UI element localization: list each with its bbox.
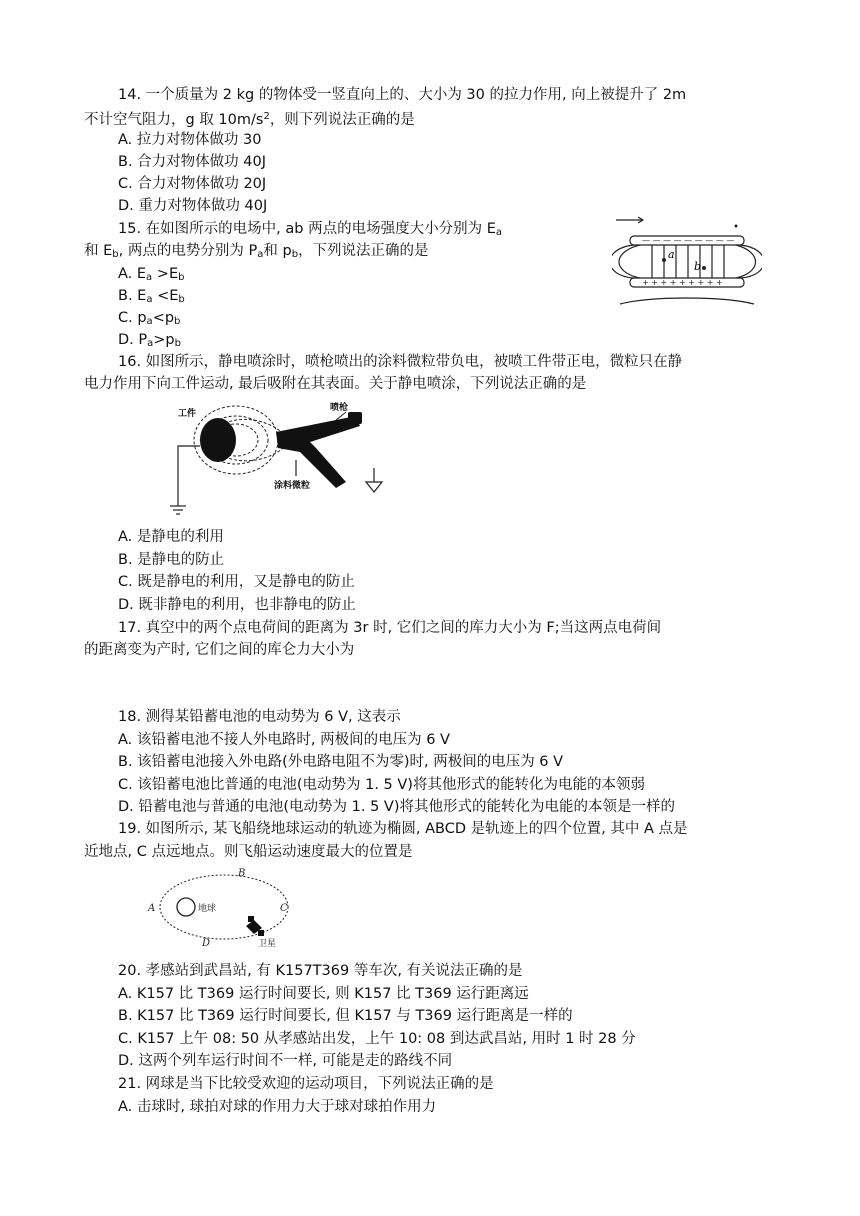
q15-stem-part: 和 p bbox=[263, 243, 292, 259]
option-sub: b bbox=[174, 316, 181, 327]
q15-stem-part: , 两点的电势分别为 P bbox=[118, 243, 258, 259]
option-sub: a bbox=[146, 316, 153, 327]
option-sub: a bbox=[146, 294, 153, 305]
svg-text:+ + + + + + + + +: + + + + + + + + + bbox=[642, 278, 723, 287]
q16-stem-line2: 电力作用下向工件运动, 最后吸附在其表面。关于静电喷涂，下列说法正确的是 bbox=[84, 376, 587, 392]
point-d-label: D bbox=[202, 938, 211, 949]
q14-option-c: C. 合力对物体做功 20J bbox=[118, 176, 267, 192]
satellite-label: 卫星 bbox=[258, 939, 277, 949]
q18-option-a: A. 该铅蓄电池不接人外电路时, 两极间的电压为 6 V bbox=[118, 732, 450, 748]
point-b-label: b bbox=[694, 260, 702, 273]
q17-stem-line1: 17. 真空中的两个点电荷间的距离为 3r 时, 它们之间的库力大小为 F;当这两点电荷间 bbox=[118, 620, 662, 636]
q20-option-d: D. 这两个列车运行时间不一样, 可能是走的路线不同 bbox=[118, 1053, 453, 1069]
paint-particles-label: 涂料微粒 bbox=[274, 481, 311, 491]
option-sub: b bbox=[178, 272, 185, 283]
electric-field-figure bbox=[612, 212, 762, 308]
q15-subscript: b bbox=[112, 249, 119, 260]
q18-option-c: C. 该铅蓄电池比普通的电池(电动势为 1. 5 V)将其他形式的能转化为电能的本领弱 bbox=[118, 777, 645, 793]
option-text: B. E bbox=[118, 288, 147, 304]
q16-stem-line1: 16. 如图所示，静电喷涂时，喷枪喷出的涂料微粒带负电，被喷工件带正电，微粒只在静 bbox=[118, 354, 683, 370]
option-sub: b bbox=[178, 294, 185, 305]
q14-exponent: 2 bbox=[263, 111, 270, 122]
q16-option-b: B. 是静电的防止 bbox=[118, 552, 225, 568]
q14-option-a: A. 拉力对物体做功 30 bbox=[118, 132, 262, 148]
q15-subscript: a bbox=[257, 249, 264, 260]
q15-subscript: b bbox=[291, 249, 299, 260]
option-text: >E bbox=[152, 266, 179, 282]
point-a-label: A bbox=[148, 903, 156, 914]
option-sub: b bbox=[174, 338, 181, 349]
q14-stem-part: ，则下列说法正确的是 bbox=[269, 112, 415, 128]
option-text: A. E bbox=[118, 266, 147, 282]
q15-stem-part: 15. 在如图所示的电场中, ab 两点的电场强度大小分别为 E bbox=[118, 221, 496, 237]
q18-stem-line1: 18. 测得某铅蓄电池的电动势为 6 V, 这表示 bbox=[118, 709, 401, 725]
q15-stem-part: 和 E bbox=[84, 243, 113, 259]
q14-option-d: D. 重力对物体做功 40J bbox=[118, 198, 268, 214]
workpiece-label: 工件 bbox=[178, 409, 197, 419]
point-c-label: C bbox=[280, 903, 288, 914]
q14-stem-line2 bbox=[84, 106, 415, 131]
q15-subscript: a bbox=[495, 227, 502, 238]
q14-option-b: B. 合力对物体做功 40J bbox=[118, 154, 267, 170]
q15-stem-part: ，下列说法正确的是 bbox=[298, 243, 429, 259]
option-text: <p bbox=[152, 310, 175, 326]
option-sub: a bbox=[146, 272, 153, 283]
option-text: <E bbox=[152, 288, 179, 304]
q20-stem-line1: 20. 孝感站到武昌站, 有 K157T369 等车次, 有关说法正确的是 bbox=[118, 963, 523, 979]
electrostatic-spray-figure bbox=[160, 398, 400, 522]
option-text: C. p bbox=[118, 310, 147, 326]
satellite-icon bbox=[246, 916, 264, 936]
earth-icon bbox=[177, 898, 195, 916]
q16-option-c: C. 既是静电的利用，又是静电的防止 bbox=[118, 574, 355, 590]
q16-option-d: D. 既非静电的利用，也非静电的防止 bbox=[118, 597, 356, 613]
q19-stem-line1: 19. 如图所示, 某飞船绕地球运动的轨迹为椭圆, ABCD 是轨迹上的四个位置, 其中 A 点是 bbox=[118, 821, 688, 837]
earth-label: 地球 bbox=[198, 904, 217, 914]
q20-option-c: C. K157 上午 08: 50 从孝感站出发，上午 10: 08 到达武昌站, 用时 1 时 28 分 bbox=[118, 1031, 636, 1047]
q21-option-a: A. 击球时, 球拍对球的作用力大于球对球拍作用力 bbox=[118, 1099, 437, 1115]
option-sub: a bbox=[147, 338, 154, 349]
q17-stem-line2: 的距离变为产时, 它们之间的库仑力大小为 bbox=[84, 642, 355, 658]
q20-option-a: A. K157 比 T369 运行时间要长, 则 K157 比 T369 运行距离远 bbox=[118, 986, 529, 1002]
spray-gun-label: 喷枪 bbox=[330, 403, 349, 413]
option-text: D. P bbox=[118, 332, 148, 348]
q20-option-b: B. K157 比 T369 运行时间要长, 但 K157 与 T369 运行距离是一样的 bbox=[118, 1008, 573, 1024]
q16-option-a: A. 是静电的利用 bbox=[118, 529, 224, 545]
q14-stem-line1: 14. 一个质量为 2 kg 的物体受一竖直向上的、大小为 30 的拉力作用, 向上被提升了 2m bbox=[118, 87, 687, 103]
orbit-figure bbox=[142, 866, 302, 950]
q14-stem-part: 不计空气阻力，g 取 10m/s bbox=[84, 112, 264, 128]
svg-text:— — — — — — — — —: — — — — — — — — — bbox=[642, 236, 735, 245]
q21-stem-line1: 21. 网球是当下比较受欢迎的运动项目，下列说法正确的是 bbox=[118, 1076, 494, 1092]
q18-option-b: B. 该铅蓄电池接入外电路(外电路电阻不为零)时, 两极间的电压为 6 V bbox=[118, 754, 564, 770]
q18-option-d: D. 铅蓄电池与普通的电池(电动势为 1. 5 V)将其他形式的能转化为电能的本领是一样的 bbox=[118, 799, 676, 815]
point-b-label: B bbox=[238, 868, 246, 879]
point-a-label: a bbox=[668, 248, 675, 261]
option-text: >p bbox=[153, 332, 175, 348]
q19-stem-line2: 近地点, C 点远地点。则飞船运动速度最大的位置是 bbox=[84, 844, 413, 860]
